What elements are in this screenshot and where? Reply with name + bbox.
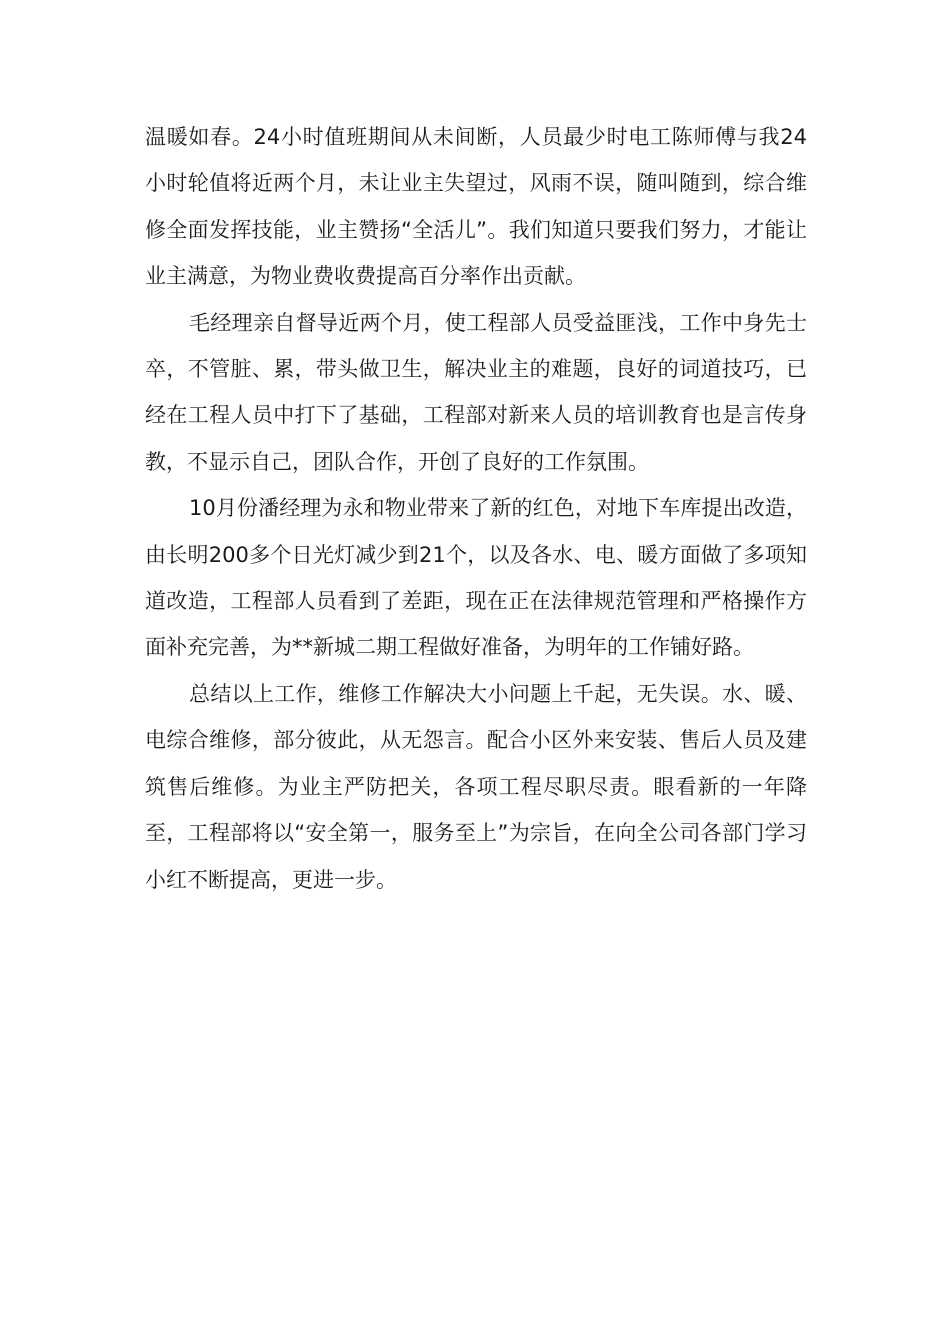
paragraph-1: 温暖如春。24小时值班期间从未间断，人员最少时电工陈师傅与我24小时轮值将近两个月，未让业主失望过，风雨不误，随叫随到，综合维修全面发挥技能，业主赞扬“全活儿”。我们知道只要我们努力，才能让业主满意，为物业费收费提高百分率作出贡献。 <box>145 125 807 289</box>
paragraph-3: 10月份潘经理为永和物业带来了新的红色，对地下车库提出改造，由长明200多个日光灯减少到21个，以及各水、电、暖方面做了多项知道改造，工程部人员看到了差距，现在正在法律规范管理和严格操作方面补充完善，为**新城二期工程做好准备，为明年的工作铺好路。 <box>145 496 807 660</box>
paragraph-2: 毛经理亲自督导近两个月，使工程部人员受益匪浅，工作中身先士卒，不管脏、累，带头做卫生，解决业主的难题，良好的词道技巧，已经在工程人员中打下了基础，工程部对新来人员的培训教育也是言传身教，不显示自己，团队合作，开创了良好的工作氛围。 <box>145 310 807 474</box>
document-body <box>145 114 807 903</box>
paragraph-4: 总结以上工作，维修工作解决大小问题上千起，无失误。水、暖、电综合维修，部分彼此，从无怨言。配合小区外来安装、售后人员及建筑售后维修。为业主严防把关，各项工程尽职尽责。眼看新的一年降至，工程部将以“安全第一，服务至上”为宗旨，在向全公司各部门学习小红不断提高，更进一步。 <box>145 681 807 892</box>
